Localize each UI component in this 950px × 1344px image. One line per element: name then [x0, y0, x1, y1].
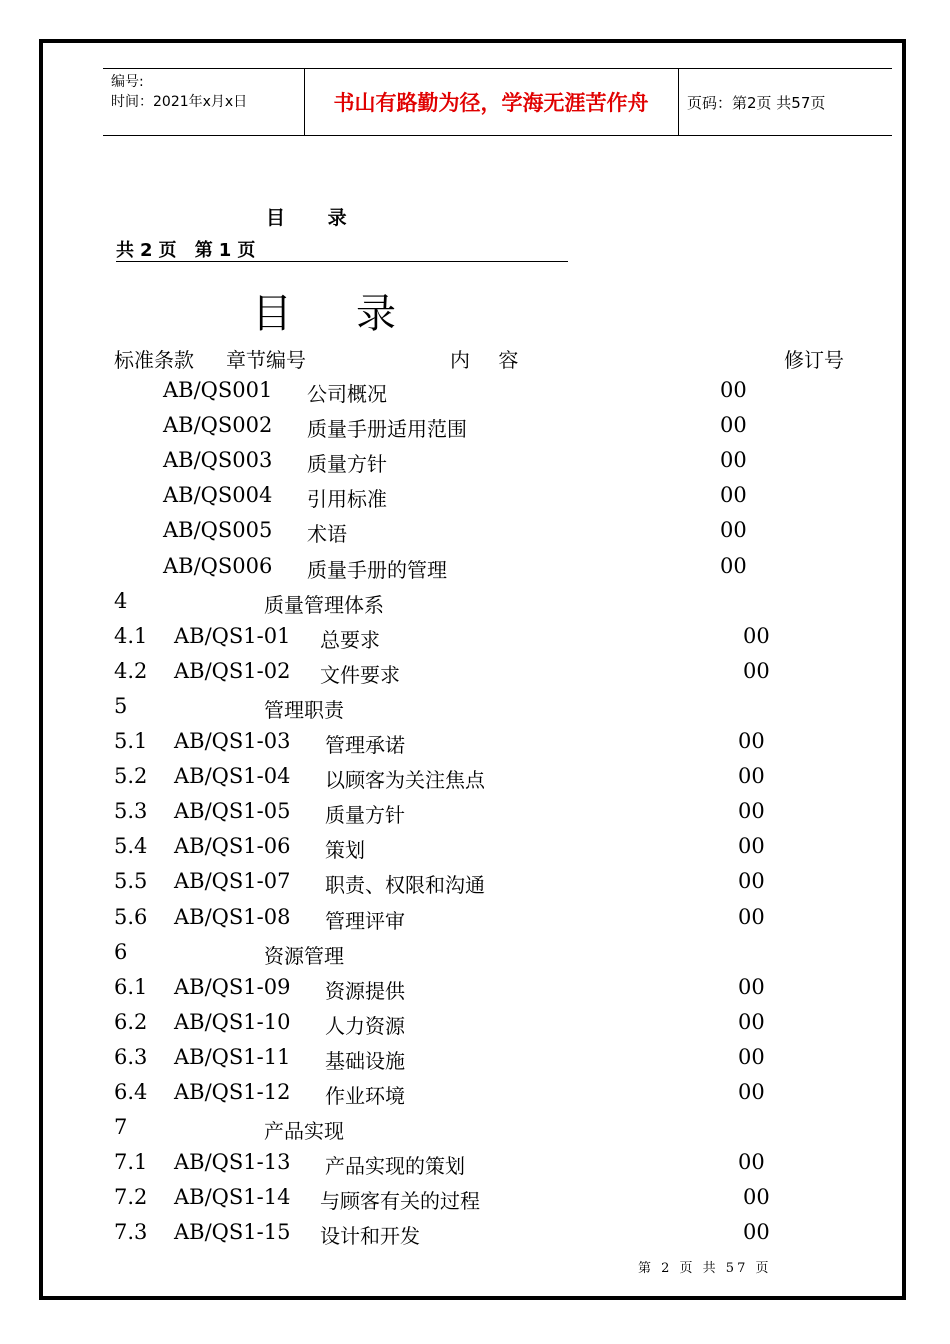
toc-clause-number: 7.2: [114, 1185, 148, 1210]
toc-clause-number: 4: [114, 588, 128, 613]
toc-entry-title: 产品实现: [264, 1119, 344, 1144]
toc-revision: 00: [743, 1220, 770, 1245]
toc-chapter-code: AB/QS002: [163, 413, 273, 438]
toc-chapter-code: AB/QS001: [163, 378, 273, 402]
toc-row: [0, 1080, 950, 1115]
toc-entry-title: 资源管理: [264, 943, 344, 968]
toc-chapter-code: AB/QS004: [163, 483, 273, 508]
toc-title-large: 目录: [252, 291, 460, 337]
toc-entry-title: 质量手册适用范围: [307, 417, 467, 442]
toc-chapter-code: AB/QS1-02: [174, 658, 291, 683]
toc-revision: 00: [720, 518, 747, 543]
toc-row: [0, 413, 950, 448]
document-number-label: 编号:: [111, 74, 144, 90]
toc-revision: 00: [738, 834, 765, 859]
toc-row: [0, 378, 950, 413]
toc-clause-number: 6.2: [114, 1009, 148, 1034]
toc-chapter-code: AB/QS1-06: [174, 834, 291, 859]
toc-row: [0, 659, 950, 694]
header-page-info: 页码：第2页 共57页: [687, 93, 826, 112]
toc-page-count: 共2页 第1页: [116, 236, 568, 262]
toc-entry-title: 引用标准: [307, 487, 387, 512]
toc-clause-number: 7.1: [114, 1150, 148, 1175]
toc-clause-number: 5.1: [114, 729, 148, 753]
toc-clause-number: 7.3: [114, 1220, 148, 1245]
toc-row: [0, 448, 950, 483]
toc-revision: 00: [738, 1150, 765, 1175]
toc-entry-title: 质量管理体系: [264, 592, 384, 617]
header-table: [103, 68, 892, 136]
toc-clause-number: 4.2: [114, 658, 148, 683]
toc-row: [0, 940, 950, 975]
column-header-clause: 标准条款: [114, 348, 194, 372]
toc-row: [0, 1115, 950, 1150]
column-header-revision: 修订号: [784, 348, 844, 372]
toc-row: [0, 1150, 950, 1185]
toc-chapter-code: AB/QS1-15: [174, 1220, 291, 1245]
toc-row: [0, 834, 950, 869]
toc-row: [0, 483, 950, 518]
toc-row: [0, 905, 950, 940]
toc-row: [0, 518, 950, 553]
toc-row: [0, 1220, 950, 1255]
column-header-content: 内 容: [450, 348, 519, 372]
toc-row: [0, 554, 950, 589]
toc-revision: 00: [738, 869, 765, 894]
toc-revision: 00: [720, 553, 747, 578]
page-footer: 第 2 页 共 57 页: [638, 1261, 772, 1276]
toc-clause-number: 7: [114, 1115, 128, 1140]
toc-entry-title: 策划: [325, 838, 365, 863]
toc-revision: 00: [743, 623, 770, 648]
toc-entry-title: 质量方针: [325, 803, 405, 828]
toc-clause-number: 6.1: [114, 974, 148, 999]
header-meta-cell: [103, 69, 305, 135]
toc-clause-number: 6.4: [114, 1080, 148, 1104]
toc-chapter-code: AB/QS1-03: [174, 729, 291, 753]
toc-row: [0, 799, 950, 834]
toc-entry-title: 以顾客为关注焦点: [325, 768, 485, 793]
toc-revision: 00: [738, 1044, 765, 1069]
toc-revision: 00: [738, 904, 765, 929]
toc-clause-number: 4.1: [114, 623, 148, 648]
toc-clause-number: 5.4: [114, 834, 148, 859]
header-motto: 书山有路勤为径，学海无涯苦作舟: [304, 69, 679, 135]
toc-chapter-code: AB/QS1-11: [174, 1044, 291, 1069]
toc-revision: 00: [720, 378, 747, 402]
toc-entry-title: 术语: [307, 522, 347, 547]
toc-entry-title: 管理评审: [325, 908, 405, 933]
toc-row: [0, 729, 950, 764]
toc-chapter-code: AB/QS1-04: [174, 764, 291, 789]
toc-clause-number: 6.3: [114, 1044, 148, 1069]
toc-clause-number: 5.2: [114, 764, 148, 789]
toc-revision: 00: [743, 658, 770, 683]
toc-row: [0, 764, 950, 799]
toc-chapter-code: AB/QS1-13: [174, 1150, 291, 1175]
toc-revision: 00: [720, 413, 747, 438]
toc-revision: 00: [743, 1185, 770, 1210]
toc-revision: 00: [738, 1009, 765, 1034]
toc-clause-number: 5.3: [114, 799, 148, 824]
toc-chapter-code: AB/QS1-12: [174, 1080, 291, 1104]
toc-clause-number: 5.5: [114, 869, 148, 894]
toc-row: [0, 1045, 950, 1080]
document-date: 时间：2021年x月x日: [111, 94, 248, 110]
toc-chapter-code: AB/QS1-01: [174, 623, 291, 648]
toc-revision: 00: [738, 799, 765, 824]
toc-chapter-code: AB/QS1-08: [174, 904, 291, 929]
toc-revision: 00: [720, 448, 747, 473]
toc-revision: 00: [738, 974, 765, 999]
toc-row: [0, 975, 950, 1010]
toc-row: [0, 1185, 950, 1220]
toc-revision: 00: [738, 764, 765, 789]
toc-entry-title: 作业环境: [325, 1084, 405, 1108]
toc-entry-title: 质量方针: [307, 452, 387, 477]
toc-revision: 00: [738, 729, 765, 753]
toc-clause-number: 6: [114, 939, 128, 964]
toc-entry-title: 质量手册的管理: [307, 557, 447, 582]
toc-entry-title: 总要求: [320, 627, 380, 652]
toc-entry-title: 职责、权限和沟通: [325, 873, 485, 898]
toc-revision: 00: [738, 1080, 765, 1104]
toc-row: [0, 694, 950, 729]
toc-entry-title: 设计和开发: [320, 1224, 420, 1249]
toc-chapter-code: AB/QS1-05: [174, 799, 291, 824]
toc-row: [0, 1010, 950, 1045]
toc-chapter-code: AB/QS1-09: [174, 974, 291, 999]
toc-row: [0, 624, 950, 659]
toc-chapter-code: AB/QS003: [163, 448, 273, 473]
column-header-chapter: 章节编号: [226, 348, 306, 372]
toc-entry-title: 公司概况: [307, 382, 387, 406]
toc-entry-title: 文件要求: [320, 662, 400, 687]
toc-entry-title: 管理职责: [264, 697, 344, 722]
toc-entry-title: 资源提供: [325, 978, 405, 1003]
toc-clause-number: 5.6: [114, 904, 148, 929]
toc-chapter-code: AB/QS1-14: [174, 1185, 291, 1210]
toc-entry-title: 产品实现的策划: [325, 1154, 465, 1179]
toc-entry-title: 人力资源: [325, 1013, 405, 1038]
toc-chapter-code: AB/QS1-10: [174, 1009, 291, 1034]
toc-row: [0, 869, 950, 904]
toc-entry-title: 与顾客有关的过程: [320, 1189, 480, 1214]
toc-clause-number: 5: [114, 693, 128, 718]
toc-revision: 00: [720, 483, 747, 508]
toc-entry-title: 管理承诺: [325, 733, 405, 757]
toc-row: [0, 589, 950, 624]
toc-chapter-code: AB/QS006: [163, 553, 273, 578]
toc-chapter-code: AB/QS005: [163, 518, 273, 543]
toc-title-small: 目 录: [266, 207, 365, 229]
toc-entry-title: 基础设施: [325, 1048, 405, 1073]
toc-chapter-code: AB/QS1-07: [174, 869, 291, 894]
